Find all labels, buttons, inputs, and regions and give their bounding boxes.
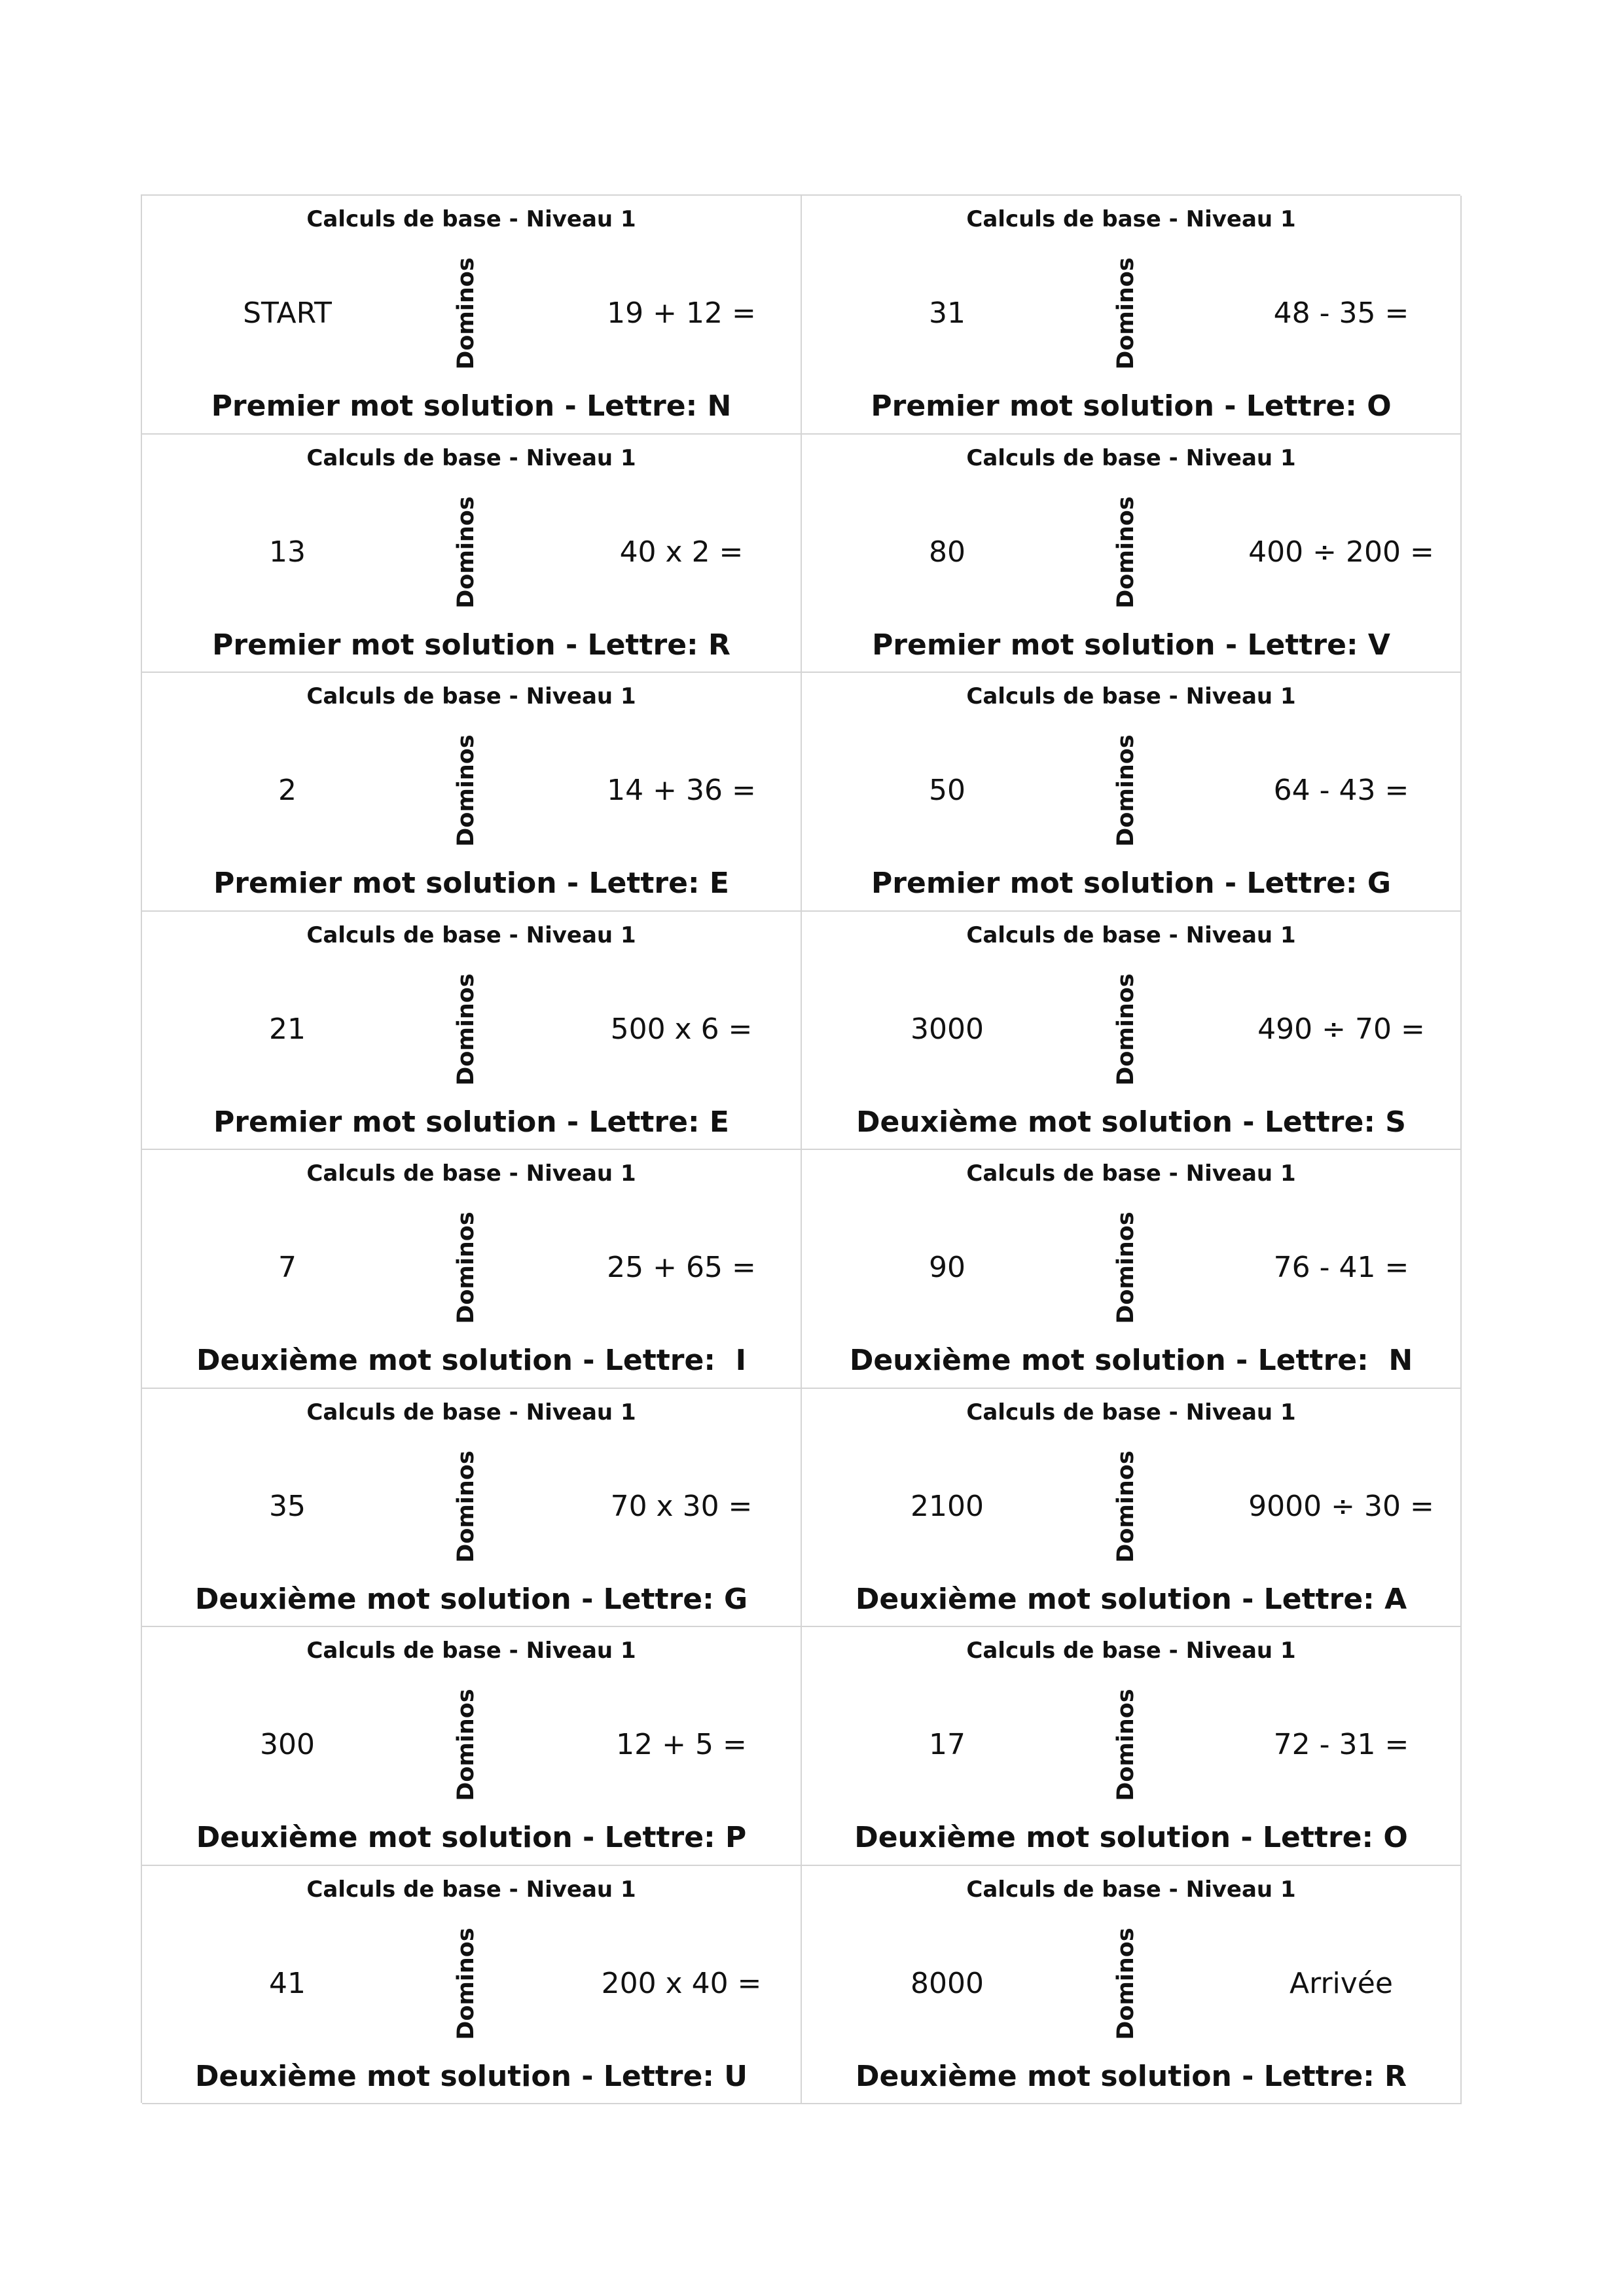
card-answer: START: [243, 296, 332, 330]
card-header: Calculs de base - Niveau 1: [966, 1876, 1296, 1903]
dominos-label: Dominos: [453, 1689, 479, 1801]
dominos-label: Dominos: [1113, 1689, 1139, 1801]
domino-card: [142, 912, 802, 1151]
domino-card: [142, 435, 802, 673]
card-answer: 300: [260, 1728, 315, 1761]
card-header: Calculs de base - Niveau 1: [306, 683, 636, 709]
card-answer: 21: [269, 1012, 306, 1046]
card-header: Calculs de base - Niveau 1: [966, 683, 1296, 709]
card-footer: Deuxième mot solution - Lettre: I: [196, 1344, 746, 1377]
dominos-label: Dominos: [1113, 1927, 1139, 2040]
domino-card: [142, 1627, 802, 1866]
card-answer: 90: [929, 1251, 965, 1284]
card-header: Calculs de base - Niveau 1: [306, 206, 636, 232]
domino-card: [802, 673, 1462, 912]
card-footer: Premier mot solution - Lettre: E: [213, 867, 729, 900]
card-question: 64 - 43 =: [1273, 774, 1409, 807]
domino-card: [802, 196, 1462, 435]
card-question: 9000 ÷ 30 =: [1248, 1489, 1434, 1523]
card-header: Calculs de base - Niveau 1: [966, 1399, 1296, 1426]
card-answer: 17: [929, 1728, 965, 1761]
card-answer: 80: [929, 535, 965, 569]
card-header: Calculs de base - Niveau 1: [966, 444, 1296, 471]
domino-card: [142, 196, 802, 435]
domino-card: [142, 1389, 802, 1628]
dominos-label: Dominos: [453, 1211, 479, 1324]
card-header: Calculs de base - Niveau 1: [306, 444, 636, 471]
card-answer: 8000: [911, 1966, 984, 2000]
dominos-label: Dominos: [453, 1450, 479, 1563]
card-question: 200 x 40 =: [601, 1966, 762, 2000]
card-question: 19 + 12 =: [607, 296, 756, 330]
dominos-label: Dominos: [1113, 1450, 1139, 1563]
card-question: 500 x 6 =: [610, 1012, 753, 1046]
domino-card: [802, 912, 1462, 1151]
card-question: 12 + 5 =: [616, 1728, 747, 1761]
card-footer: Deuxième mot solution - Lettre: U: [195, 2059, 748, 2093]
dominos-label: Dominos: [453, 1927, 479, 2040]
card-answer: 3000: [911, 1012, 984, 1046]
card-footer: Deuxième mot solution - Lettre: A: [855, 1582, 1407, 1616]
card-footer: Deuxième mot solution - Lettre: G: [194, 1582, 748, 1616]
domino-card: [802, 1389, 1462, 1628]
card-answer: 7: [278, 1251, 297, 1284]
card-footer: Premier mot solution - Lettre: O: [871, 389, 1392, 423]
card-question: 400 ÷ 200 =: [1248, 535, 1434, 569]
dominos-label: Dominos: [1113, 257, 1139, 370]
card-question: 48 - 35 =: [1273, 296, 1409, 330]
card-footer: Deuxième mot solution - Lettre: N: [849, 1344, 1413, 1377]
card-footer: Premier mot solution - Lettre: E: [213, 1105, 729, 1139]
dominos-label: Dominos: [453, 257, 479, 370]
card-question: 40 x 2 =: [619, 535, 744, 569]
dominos-label: Dominos: [453, 734, 479, 847]
card-footer: Premier mot solution - Lettre: N: [211, 389, 732, 423]
domino-card: [142, 673, 802, 912]
card-header: Calculs de base - Niveau 1: [306, 1876, 636, 1903]
card-answer: 13: [269, 535, 306, 569]
card-header: Calculs de base - Niveau 1: [306, 1160, 636, 1187]
card-header: Calculs de base - Niveau 1: [306, 922, 636, 948]
card-header: Calculs de base - Niveau 1: [966, 1638, 1296, 1664]
domino-card: [802, 1627, 1462, 1866]
card-footer: Deuxième mot solution - Lettre: R: [855, 2059, 1407, 2093]
card-footer: Premier mot solution - Lettre: G: [871, 867, 1391, 900]
dominos-label: Dominos: [1113, 1211, 1139, 1324]
card-answer: 35: [269, 1489, 306, 1523]
domino-card: [802, 1150, 1462, 1389]
domino-card: [802, 435, 1462, 673]
card-header: Calculs de base - Niveau 1: [306, 1399, 636, 1426]
card-question: 76 - 41 =: [1273, 1251, 1409, 1284]
domino-card: [802, 1866, 1462, 2105]
card-header: Calculs de base - Niveau 1: [966, 206, 1296, 232]
card-answer: 41: [269, 1966, 306, 2000]
card-footer: Deuxième mot solution - Lettre: S: [856, 1105, 1406, 1139]
card-header: Calculs de base - Niveau 1: [966, 1160, 1296, 1187]
card-answer: 50: [929, 774, 965, 807]
card-question: Arrivée: [1290, 1966, 1393, 2000]
card-answer: 2: [278, 774, 297, 807]
card-question: 25 + 65 =: [607, 1251, 756, 1284]
card-header: Calculs de base - Niveau 1: [966, 922, 1296, 948]
card-footer: Deuxième mot solution - Lettre: P: [196, 1821, 747, 1854]
card-answer: 2100: [911, 1489, 984, 1523]
dominos-label: Dominos: [1113, 495, 1139, 609]
card-question: 14 + 36 =: [607, 774, 756, 807]
card-header: Calculs de base - Niveau 1: [306, 1638, 636, 1664]
card-footer: Premier mot solution - Lettre: V: [872, 628, 1390, 662]
card-footer: Deuxième mot solution - Lettre: O: [854, 1821, 1408, 1854]
domino-card: [142, 1866, 802, 2105]
dominos-label: Dominos: [453, 973, 479, 1086]
domino-card: [142, 1150, 802, 1389]
card-answer: 31: [929, 296, 965, 330]
dominos-label: Dominos: [453, 495, 479, 609]
dominos-label: Dominos: [1113, 734, 1139, 847]
card-footer: Premier mot solution - Lettre: R: [212, 628, 731, 662]
domino-sheet: [141, 194, 1460, 2103]
dominos-label: Dominos: [1113, 973, 1139, 1086]
card-question: 70 x 30 =: [610, 1489, 753, 1523]
card-question: 72 - 31 =: [1273, 1728, 1409, 1761]
card-question: 490 ÷ 70 =: [1257, 1012, 1425, 1046]
